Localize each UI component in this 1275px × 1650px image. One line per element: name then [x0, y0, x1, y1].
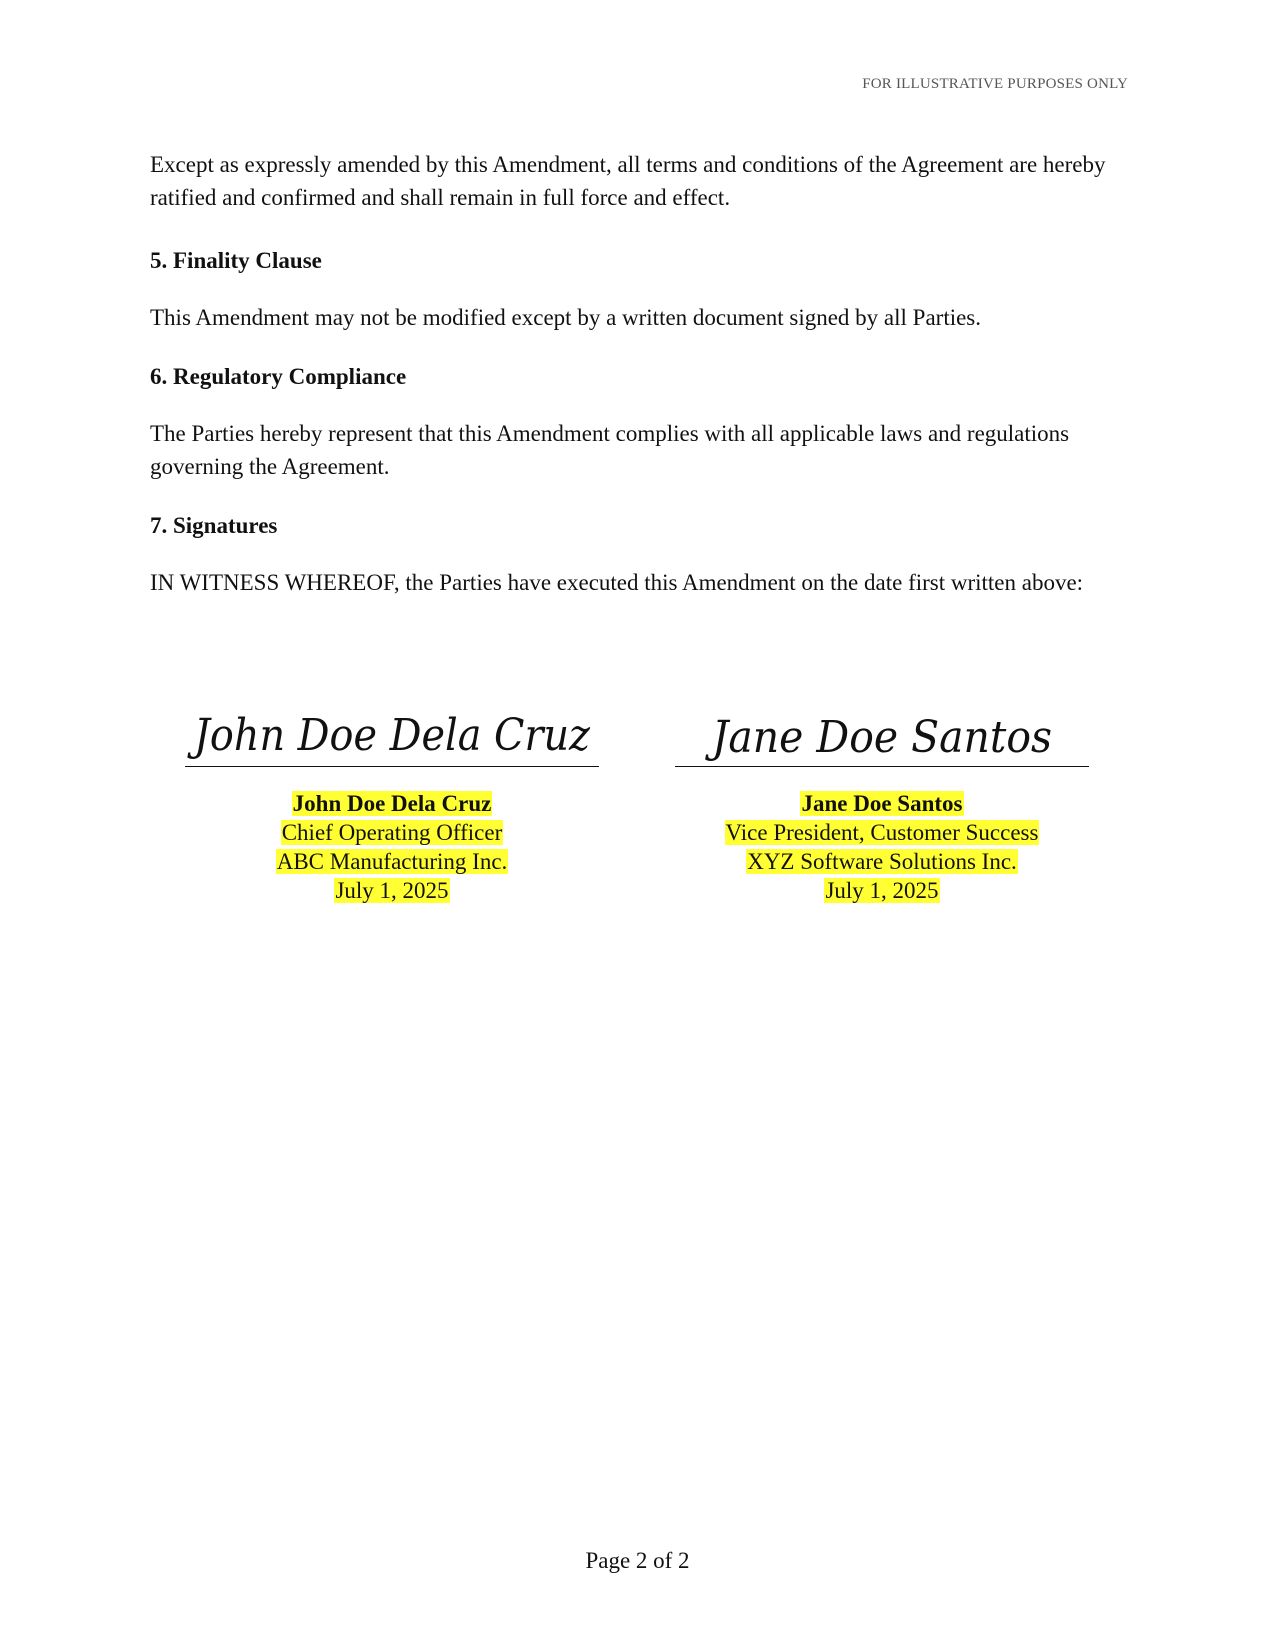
document-body [150, 148, 1130, 599]
signatory-date-right: July 1, 2025 [825, 878, 939, 903]
handwritten-signature-right [672, 700, 1092, 766]
signatory-company-right: XYZ Software Solutions Inc. [747, 849, 1017, 874]
signature-line-right [675, 766, 1089, 767]
section-text-regulatory: The Parties hereby represent that this Amendment complies with all applicable laws and regulations governing the Agreement. [150, 421, 1070, 479]
intro-paragraph: Except as expressly amended by this Amendment, all terms and conditions of the Agreement are hereby ratified and confirmed and shall remain in full force and effect. [150, 152, 1106, 210]
signatory-info-left [182, 789, 602, 905]
signature-text-right: Jane Doe Santos [704, 712, 1052, 763]
signature-text-left: John Doe Dela Cruz [186, 710, 591, 761]
signature-line-left [185, 766, 599, 767]
section-heading-regulatory: 6. Regulatory Compliance [150, 364, 407, 389]
section-heading-finality: 5. Finality Clause [150, 248, 322, 273]
signatory-name-left: John Doe Dela Cruz [292, 791, 492, 816]
page-number: Page 2 of 2 [585, 1548, 690, 1573]
signatory-date-left: July 1, 2025 [335, 878, 449, 903]
signature-block-left [182, 700, 602, 905]
signatory-name-right: Jane Doe Santos [801, 791, 963, 816]
header-note: FOR ILLUSTRATIVE PURPOSES ONLY [862, 76, 1128, 92]
signatory-company-left: ABC Manufacturing Inc. [276, 849, 508, 874]
section-text-finality: This Amendment may not be modified except by a written document signed by all Parties. [150, 305, 982, 330]
signatory-info-right [672, 789, 1092, 905]
signatory-title-right: Vice President, Customer Success [725, 820, 1039, 845]
section-text-signatures: IN WITNESS WHEREOF, the Parties have executed this Amendment on the date first written above: [150, 570, 1084, 595]
handwritten-signature-left [182, 700, 602, 766]
section-heading-signatures: 7. Signatures [150, 513, 278, 538]
signatory-title-left: Chief Operating Officer [281, 820, 503, 845]
signature-block-right [672, 700, 1092, 905]
